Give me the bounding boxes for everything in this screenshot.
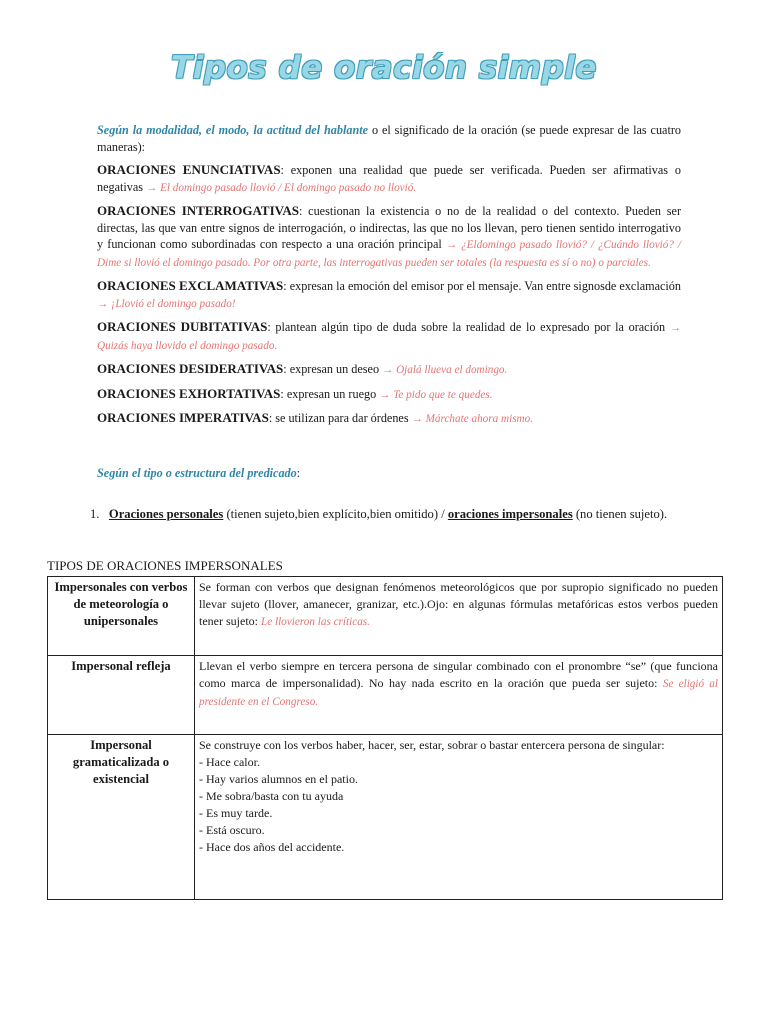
list-term-personales: Oraciones personales (108, 507, 224, 521)
type-text: : exponen una realidad que puede ser verificada. Pueden ser afirmativas o negativas (97, 163, 681, 194)
type-example: → Márchate ahora mismo. (411, 413, 534, 425)
type-desiderativas (97, 361, 681, 379)
type-text: : expresan la emoción del emisor por el mensaje. Van entre signosde exclamación (283, 279, 681, 293)
type-example: → Quizás haya llovido el domingo pasado. (97, 322, 682, 352)
example-line: - Hace calor. (199, 755, 260, 769)
type-enunciativas (97, 162, 681, 196)
example-line: - Hace dos años del accidente. (199, 840, 345, 854)
intro-rest: o el significado de la oración (se puede expresar de las cuatro maneras): (97, 123, 681, 154)
list-number: 1. (90, 507, 100, 521)
intro-lead: Según la modalidad, el modo, la actitud del hablante (97, 123, 369, 137)
table-cell-type: Impersonal refleja (48, 656, 195, 735)
types-section (97, 122, 681, 435)
type-head: ORACIONES EXCLAMATIVAS (97, 278, 284, 293)
type-exhortativas (97, 386, 681, 404)
type-head: ORACIONES IMPERATIVAS (97, 410, 269, 425)
type-text: : se utilizan para dar órdenes (268, 411, 412, 425)
list-item (90, 507, 667, 522)
table-row (48, 656, 723, 735)
intro-paragraph (97, 122, 681, 155)
type-example: → ¿Eldomingo pasado llovió? / ¿Cuándo llovió? / Dime si llovió el domingo pasado. Por otra parte, las interrogativas pueden ser totales (la respuesta es sí o no) o parciales. (97, 239, 681, 269)
desc-text: Se forman con verbos que designan fenómenos meteorológicos que por supropio significado no pueden llevar sujeto (llover, amanecer, granizar, etc.).Ojo: en algunas fórmulas metafóricas estos verbos pueden tener sujeto: (199, 580, 718, 628)
example-line: - Está oscuro. (199, 823, 265, 837)
table-cell-type: Impersonales con verbos de meteorología o unipersonales (48, 577, 195, 656)
impersonal-table (47, 576, 723, 900)
type-imperativas (97, 410, 681, 428)
table-row (48, 577, 723, 656)
example-line: - Es muy tarde. (199, 806, 273, 820)
type-text: : cuestionan la existencia o no de la realidad o del contexto. Pueden ser directas, las que van entre signos de interrogación, o indirectas, las que no los llevan, pero tienen sentido interrogativo y funcionan como subordinadas con respecto a una oración principal (97, 204, 682, 251)
list-desc-impersonales: (no tienen sujeto). (572, 507, 668, 521)
type-dubitativas (97, 319, 681, 354)
section-colon: : (296, 466, 301, 480)
desc-example: Se eligió al presidente en el Congreso. (199, 678, 718, 708)
type-example: → El domingo pasado llovió / El domingo pasado no llovió. (146, 181, 417, 194)
page-title: Tipos de oración simple (171, 50, 597, 86)
desc-text: Se construye con los verbos haber, hacer, ser, estar, sobrar o bastar entercera persona de singular: (199, 738, 665, 752)
example-line: - Hay varios alumnos en el patio. (199, 772, 358, 786)
example-line: - Me sobra/basta con tu ayuda (199, 789, 344, 803)
type-example: → Ojalá llueva el domingo. (382, 364, 508, 376)
type-text: : plantean algún tipo de duda sobre la realidad de lo expresado por la oración (267, 320, 670, 334)
desc-example: Le llovieron las críticas. (260, 616, 370, 628)
type-text: : expresan un ruego (280, 386, 380, 401)
type-head: ORACIONES ENUNCIATIVAS (97, 162, 281, 177)
table-cell-desc (195, 656, 723, 735)
type-text: : expresan un deseo (283, 362, 383, 376)
type-exclamativas (97, 278, 681, 312)
table-cell-desc (195, 735, 723, 900)
type-head: ORACIONES INTERROGATIVAS (97, 203, 299, 218)
type-interrogativas (97, 203, 681, 271)
type-head: ORACIONES DUBITATIVAS (97, 319, 268, 334)
table-caption: TIPOS DE ORACIONES IMPERSONALES (47, 558, 283, 573)
section-predicate-heading (97, 466, 300, 481)
type-head: ORACIONES EXHORTATIVAS (97, 385, 281, 401)
list-desc-personales: (tienen sujeto,bien explícito,bien omitido) / (223, 507, 448, 521)
table-cell-type: Impersonal gramaticalizada o existencial (48, 735, 195, 900)
desc-text: Llevan el verbo siempre en tercera persona de singular combinado con el pronombre “se” (que funciona como marca de impersonalidad). No hay nada escrito en la oración que pueda ser sujeto: (199, 659, 718, 690)
section-lead: Según el tipo o estructura del predicado (97, 466, 297, 480)
type-head: ORACIONES DESIDERATIVAS (97, 361, 284, 376)
table-cell-desc (195, 577, 723, 656)
list-term-impersonales: oraciones impersonales (447, 507, 573, 521)
type-example: → ¡Llovió el domingo pasado! (97, 297, 236, 310)
table-row (48, 735, 723, 900)
type-example: → Te pido que te quedes. (379, 388, 493, 401)
